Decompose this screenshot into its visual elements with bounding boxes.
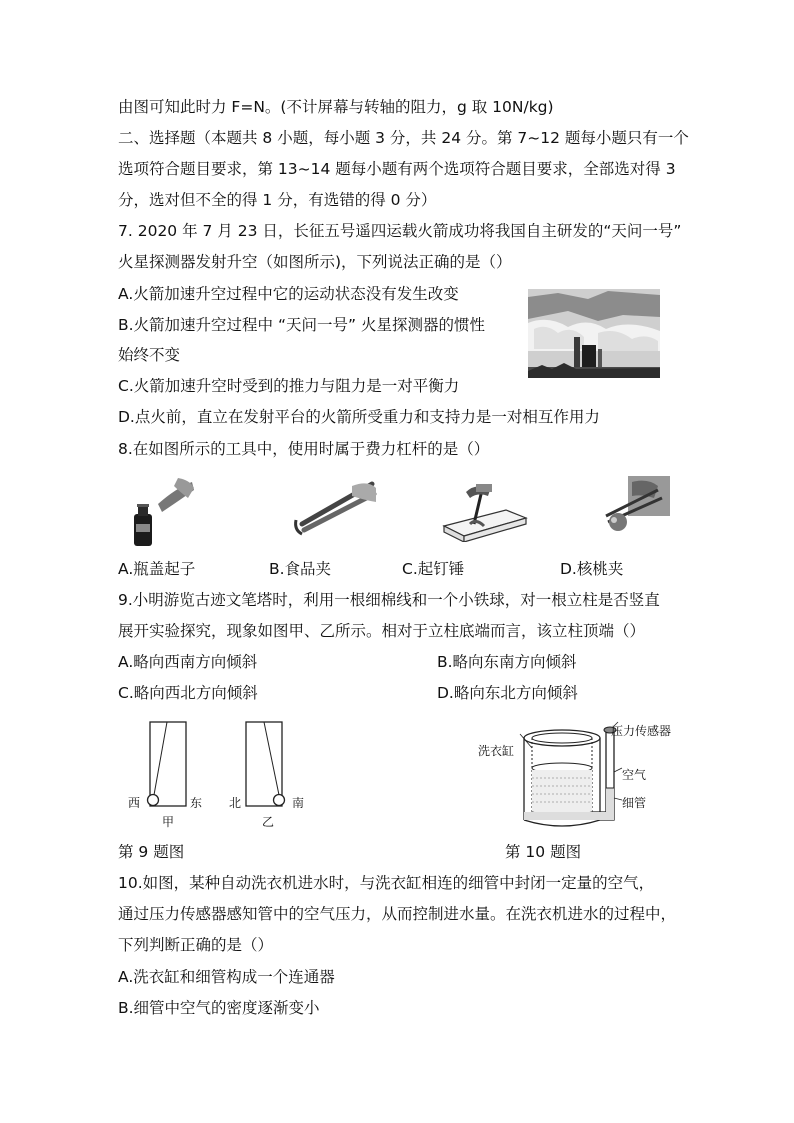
q9-figure — [124, 718, 314, 830]
direction-west-label: 西 — [128, 796, 141, 810]
label-thin-tube: 细管 — [622, 796, 647, 810]
q9-option-b: B.略向东南方向倾斜 — [437, 653, 577, 671]
section-header-line-2: 选项符合题目要求，第 13~14 题每小题有两个选项符合题目要求，全部选对得 3 — [118, 160, 676, 178]
q10-stem-line-3: 下列判断正确的是（） — [118, 936, 274, 954]
q7-option-d: D.点火前，直立在发射平台的火箭所受重力和支持力是一对相互作用力 — [118, 408, 600, 426]
direction-east-label: 东 — [190, 796, 203, 810]
q7-option-a: A.火箭加速升空过程中它的运动状态没有发生改变 — [118, 285, 459, 303]
figure-jia-label: 甲 — [162, 815, 175, 829]
claw-hammer-image — [440, 480, 530, 542]
q10-figure-caption: 第 10 题图 — [505, 843, 582, 861]
q9-stem-line-1: 9.小明游览古迹文笔塔时，利用一根细棉线和一个小铁球，对一根立柱是否竖直 — [118, 591, 660, 609]
q10-stem-line-2: 通过压力传感器感知管中的空气压力，从而控制进水量。在洗衣机进水的过程中， — [118, 905, 677, 923]
intro-line: 由图可知此时力 F=N。(不计屏幕与转轴的阻力，g 取 10N/kg) — [118, 98, 554, 116]
food-tongs-image — [292, 480, 378, 538]
q10-option-a: A.洗衣缸和细管构成一个连通器 — [118, 968, 335, 986]
q9-stem-line-2: 展开实验探究，现象如图甲、乙所示。相对于立柱底端而言，该立柱顶端（） — [118, 622, 646, 640]
q8-option-c: C.起钉锤 — [402, 560, 465, 578]
pillar-jia — [148, 722, 187, 806]
direction-north-label: 北 — [229, 796, 242, 810]
rocket-launch-photo — [528, 289, 660, 378]
q7-option-b: B.火箭加速升空过程中 “天问一号” 火星探测器的惯性 — [118, 316, 485, 334]
section-header-line-3: 分，选对但不全的得 1 分，有选错的得 0 分） — [118, 191, 437, 209]
label-washing-tub: 洗衣缸 — [478, 744, 515, 758]
q9-option-c: C.略向西北方向倾斜 — [118, 684, 258, 702]
q7-option-b-cont: 始终不变 — [118, 346, 181, 364]
q7-stem-line-2: 火星探测器发射升空（如图所示)，下列说法正确的是（） — [118, 253, 512, 271]
q9-option-d: D.略向东北方向倾斜 — [437, 684, 578, 702]
nutcracker-image — [598, 476, 670, 538]
section-header-line-1: 二、选择题（本题共 8 小题，每小题 3 分，共 24 分。第 7~12 题每小题只有一个 — [118, 129, 689, 147]
q8-option-a: A.瓶盖起子 — [118, 560, 196, 578]
q9-figure-caption: 第 9 题图 — [118, 843, 185, 861]
q7-stem-line-1: 7. 2020 年 7 月 23 日，长征五号遥四运载火箭成功将我国自主研发的“天问一号” — [118, 222, 682, 240]
q8-option-b: B.食品夹 — [269, 560, 332, 578]
direction-south-label: 南 — [292, 796, 305, 810]
label-air: 空气 — [622, 768, 647, 782]
bottle-opener-image — [122, 478, 196, 546]
q8-option-d: D.核桃夹 — [560, 560, 624, 578]
q10-stem-line-1: 10.如图，某种自动洗衣机进水时，与洗衣缸相连的细管中封闭一定量的空气， — [118, 874, 655, 892]
q8-stem: 8.在如图所示的工具中，使用时属于费力杠杆的是（） — [118, 440, 490, 458]
q7-option-c: C.火箭加速升空时受到的推力与阻力是一对平衡力 — [118, 377, 460, 395]
label-pressure-sensor: 压力传感器 — [611, 724, 672, 738]
q10-option-b: B.细管中空气的密度逐渐变小 — [118, 999, 320, 1017]
figure-yi-label: 乙 — [262, 815, 275, 829]
q9-option-a: A.略向西南方向倾斜 — [118, 653, 258, 671]
pillar-yi — [246, 722, 285, 806]
